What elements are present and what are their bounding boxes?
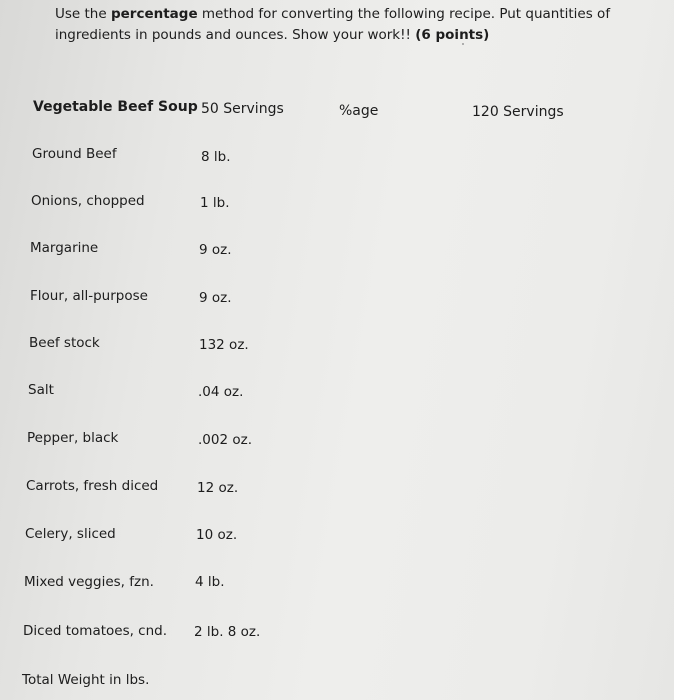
ingredient-name: Onions, chopped bbox=[31, 193, 145, 209]
ingredient-quantity: 1 lb. bbox=[200, 195, 230, 211]
ingredient-quantity: 8 lb. bbox=[201, 149, 231, 165]
ingredient-quantity: 132 oz. bbox=[199, 337, 249, 353]
instructions-bold-method: percentage bbox=[110, 6, 198, 22]
ingredient-name: Celery, sliced bbox=[25, 526, 116, 542]
ingredient-quantity: 4 lb. bbox=[195, 574, 225, 590]
ingredient-name: Salt bbox=[28, 382, 54, 398]
ingredient-name: Flour, all-purpose bbox=[30, 288, 148, 304]
ingredient-name: Diced tomatoes, cnd. bbox=[23, 623, 168, 639]
ingredient-quantity: 10 oz. bbox=[196, 527, 238, 543]
header-120-servings: 120 Servings bbox=[472, 104, 564, 120]
ingredient-quantity: 2 lb. 8 oz. bbox=[194, 624, 261, 640]
ingredient-quantity: 9 oz. bbox=[199, 290, 232, 306]
header-percentage: %age bbox=[339, 103, 379, 119]
ingredient-quantity: 12 oz. bbox=[197, 480, 239, 496]
ingredient-quantity: .002 oz. bbox=[198, 432, 252, 448]
ingredient-quantity: 9 oz. bbox=[199, 242, 232, 258]
instructions-part-1: Use the bbox=[55, 6, 111, 22]
header-50-servings: 50 Servings bbox=[201, 101, 284, 117]
ingredient-name: Mixed veggies, fzn. bbox=[24, 574, 154, 590]
ingredient-name: Margarine bbox=[30, 240, 99, 256]
paper-speck bbox=[462, 43, 464, 45]
ingredient-name: Beef stock bbox=[29, 335, 100, 351]
ingredient-name: Pepper, black bbox=[27, 430, 119, 446]
instructions-bold-points: (6 points) bbox=[415, 27, 490, 43]
instructions-part-2: method for converting the following recipe. Put quantities of ingredients in pounds and ounces. Show your work!! bbox=[55, 6, 611, 43]
ingredient-name: Carrots, fresh diced bbox=[26, 478, 159, 494]
total-weight-label: Total Weight in lbs. bbox=[22, 672, 150, 688]
ingredient-quantity: .04 oz. bbox=[198, 384, 244, 400]
ingredient-name: Ground Beef bbox=[32, 146, 117, 162]
instructions-text bbox=[55, 4, 665, 46]
header-recipe-name: Vegetable Beef Soup bbox=[33, 99, 198, 115]
